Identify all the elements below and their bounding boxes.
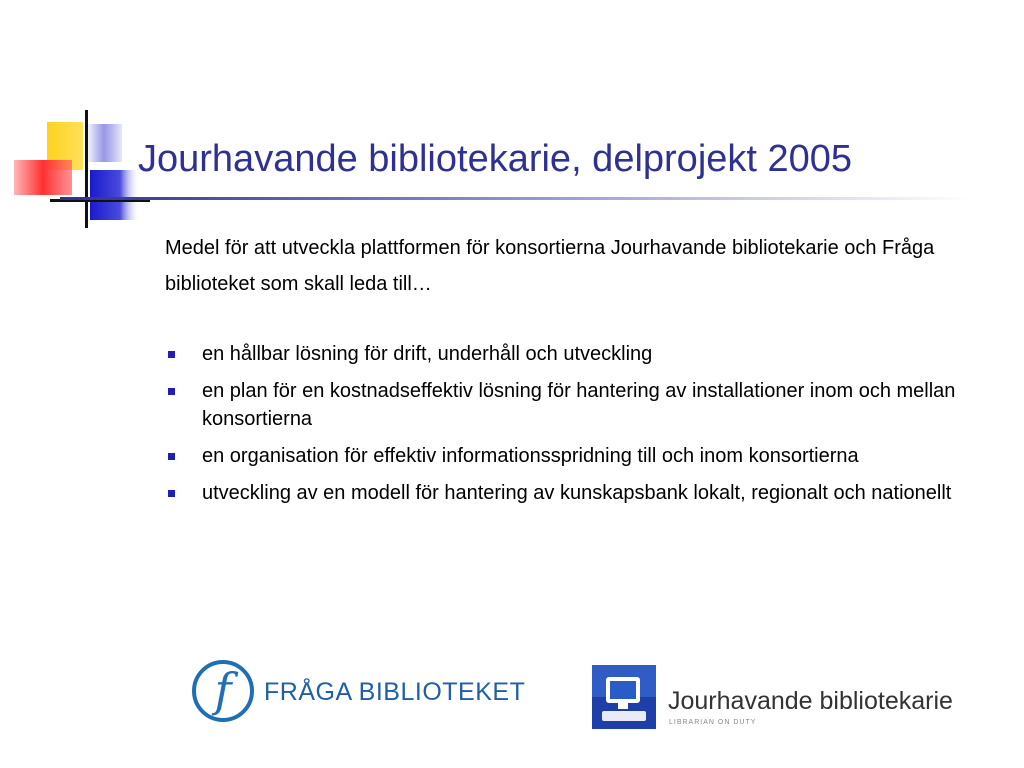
list-item [165,479,1015,507]
blue-top-block [86,124,122,162]
title-underline [60,197,970,200]
page-title: Jourhavande bibliotekarie, delprojekt 2005 [138,138,853,180]
square-bullet-icon [168,388,175,395]
list-item-text: utveckling av en modell för hantering av kunskapsbank lokalt, regionalt och nationellt [202,482,952,504]
computer-monitor-icon [592,665,656,729]
bullet-list [165,340,1015,516]
fraga-logo-letter: f [214,663,232,717]
square-bullet-icon [168,453,175,460]
fraga-logo-text: FRÅGA BIBLIOTEKET [264,678,526,706]
list-item [165,442,1015,470]
list-item-text: en hållbar lösning för drift, underhåll och utveckling [202,343,653,365]
square-bullet-icon [168,351,175,358]
list-item-text: en plan för en kostnadseffektiv lösning för hantering av installationer inom och mellan konsortierna [202,380,956,430]
corner-decoration [0,0,160,240]
jourhavande-bibliotekarie-logo [592,665,972,731]
intro-text: Medel för att utveckla plattformen för konsortierna Jourhavande bibliotekarie och Fråga biblioteket som skall leda till… [165,237,935,295]
list-item-text: en organisation för effektiv informationsspridning till och inom konsortierna [202,445,859,467]
list-item [165,377,1015,433]
red-block [14,160,72,195]
vertical-line [85,110,88,228]
fraga-f-circle-icon [190,658,256,724]
list-item [165,340,1015,368]
jourhavande-logo-title: Jourhavande bibliotekarie [668,687,953,715]
fraga-biblioteket-logo [190,658,526,728]
blue-block [90,170,140,220]
jourhavande-logo-subtitle: LIBRARIAN ON DUTY [669,719,757,726]
square-bullet-icon [168,490,175,497]
